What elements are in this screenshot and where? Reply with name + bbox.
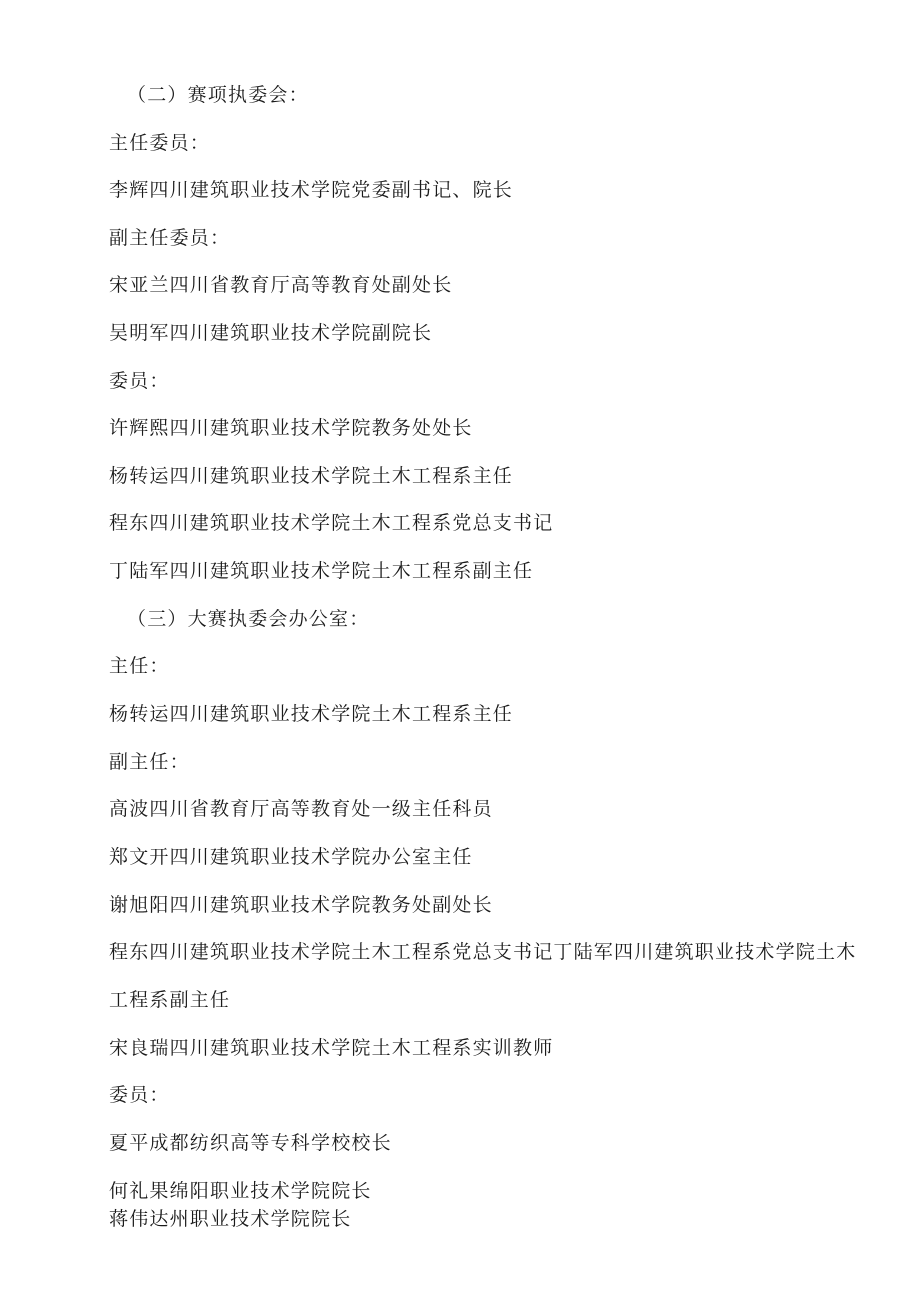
member-line: 高波四川省教育厅高等教育处一级主任科员 [109,798,493,820]
member-line: 谢旭阳四川建筑职业技术学院教务处副处长 [109,894,493,916]
role-heading-deputy-director: 副主任委员： [109,227,231,249]
member-line: 吴明军四川建筑职业技术学院副院长 [109,322,433,344]
role-heading-director: 主任委员： [109,132,211,154]
member-line: 郑文开四川建筑职业技术学院办公室主任 [109,846,473,868]
member-line: 何礼果绵阳职业技术学院院长 [109,1180,372,1202]
member-line: 宋亚兰四川省教育厅高等教育处副处长 [109,274,453,296]
member-line: 宋良瑞四川建筑职业技术学院土木工程系实训教师 [109,1037,554,1059]
member-line-continued: 工程系副主任 [109,989,231,1011]
role-heading-office-director: 主任： [109,655,170,677]
member-line: 程东四川建筑职业技术学院土木工程系党总支书记 [109,512,554,534]
member-line: 蒋伟达州职业技术学院院长 [109,1208,352,1230]
member-line: 杨转运四川建筑职业技术学院土木工程系主任 [109,703,514,725]
role-heading-office-members: 委员： [109,1084,170,1106]
member-line: 李辉四川建筑职业技术学院党委副书记、院长 [109,179,514,201]
member-line: 杨转运四川建筑职业技术学院土木工程系主任 [109,465,514,487]
section-heading-executive-committee: （二）赛项执委会： [127,84,309,106]
member-line: 许辉熙四川建筑职业技术学院教务处处长 [109,417,473,439]
section-heading-office: （三）大赛执委会办公室： [127,608,370,630]
role-heading-members: 委员： [109,370,170,392]
member-line: 夏平成都纺织高等专科学校校长 [109,1132,392,1154]
member-line: 程东四川建筑职业技术学院土木工程系党总支书记丁陆军四川建筑职业技术学院土木 [109,941,857,963]
member-line: 丁陆军四川建筑职业技术学院土木工程系副主任 [109,560,534,582]
role-heading-office-deputy: 副主任： [109,751,190,773]
